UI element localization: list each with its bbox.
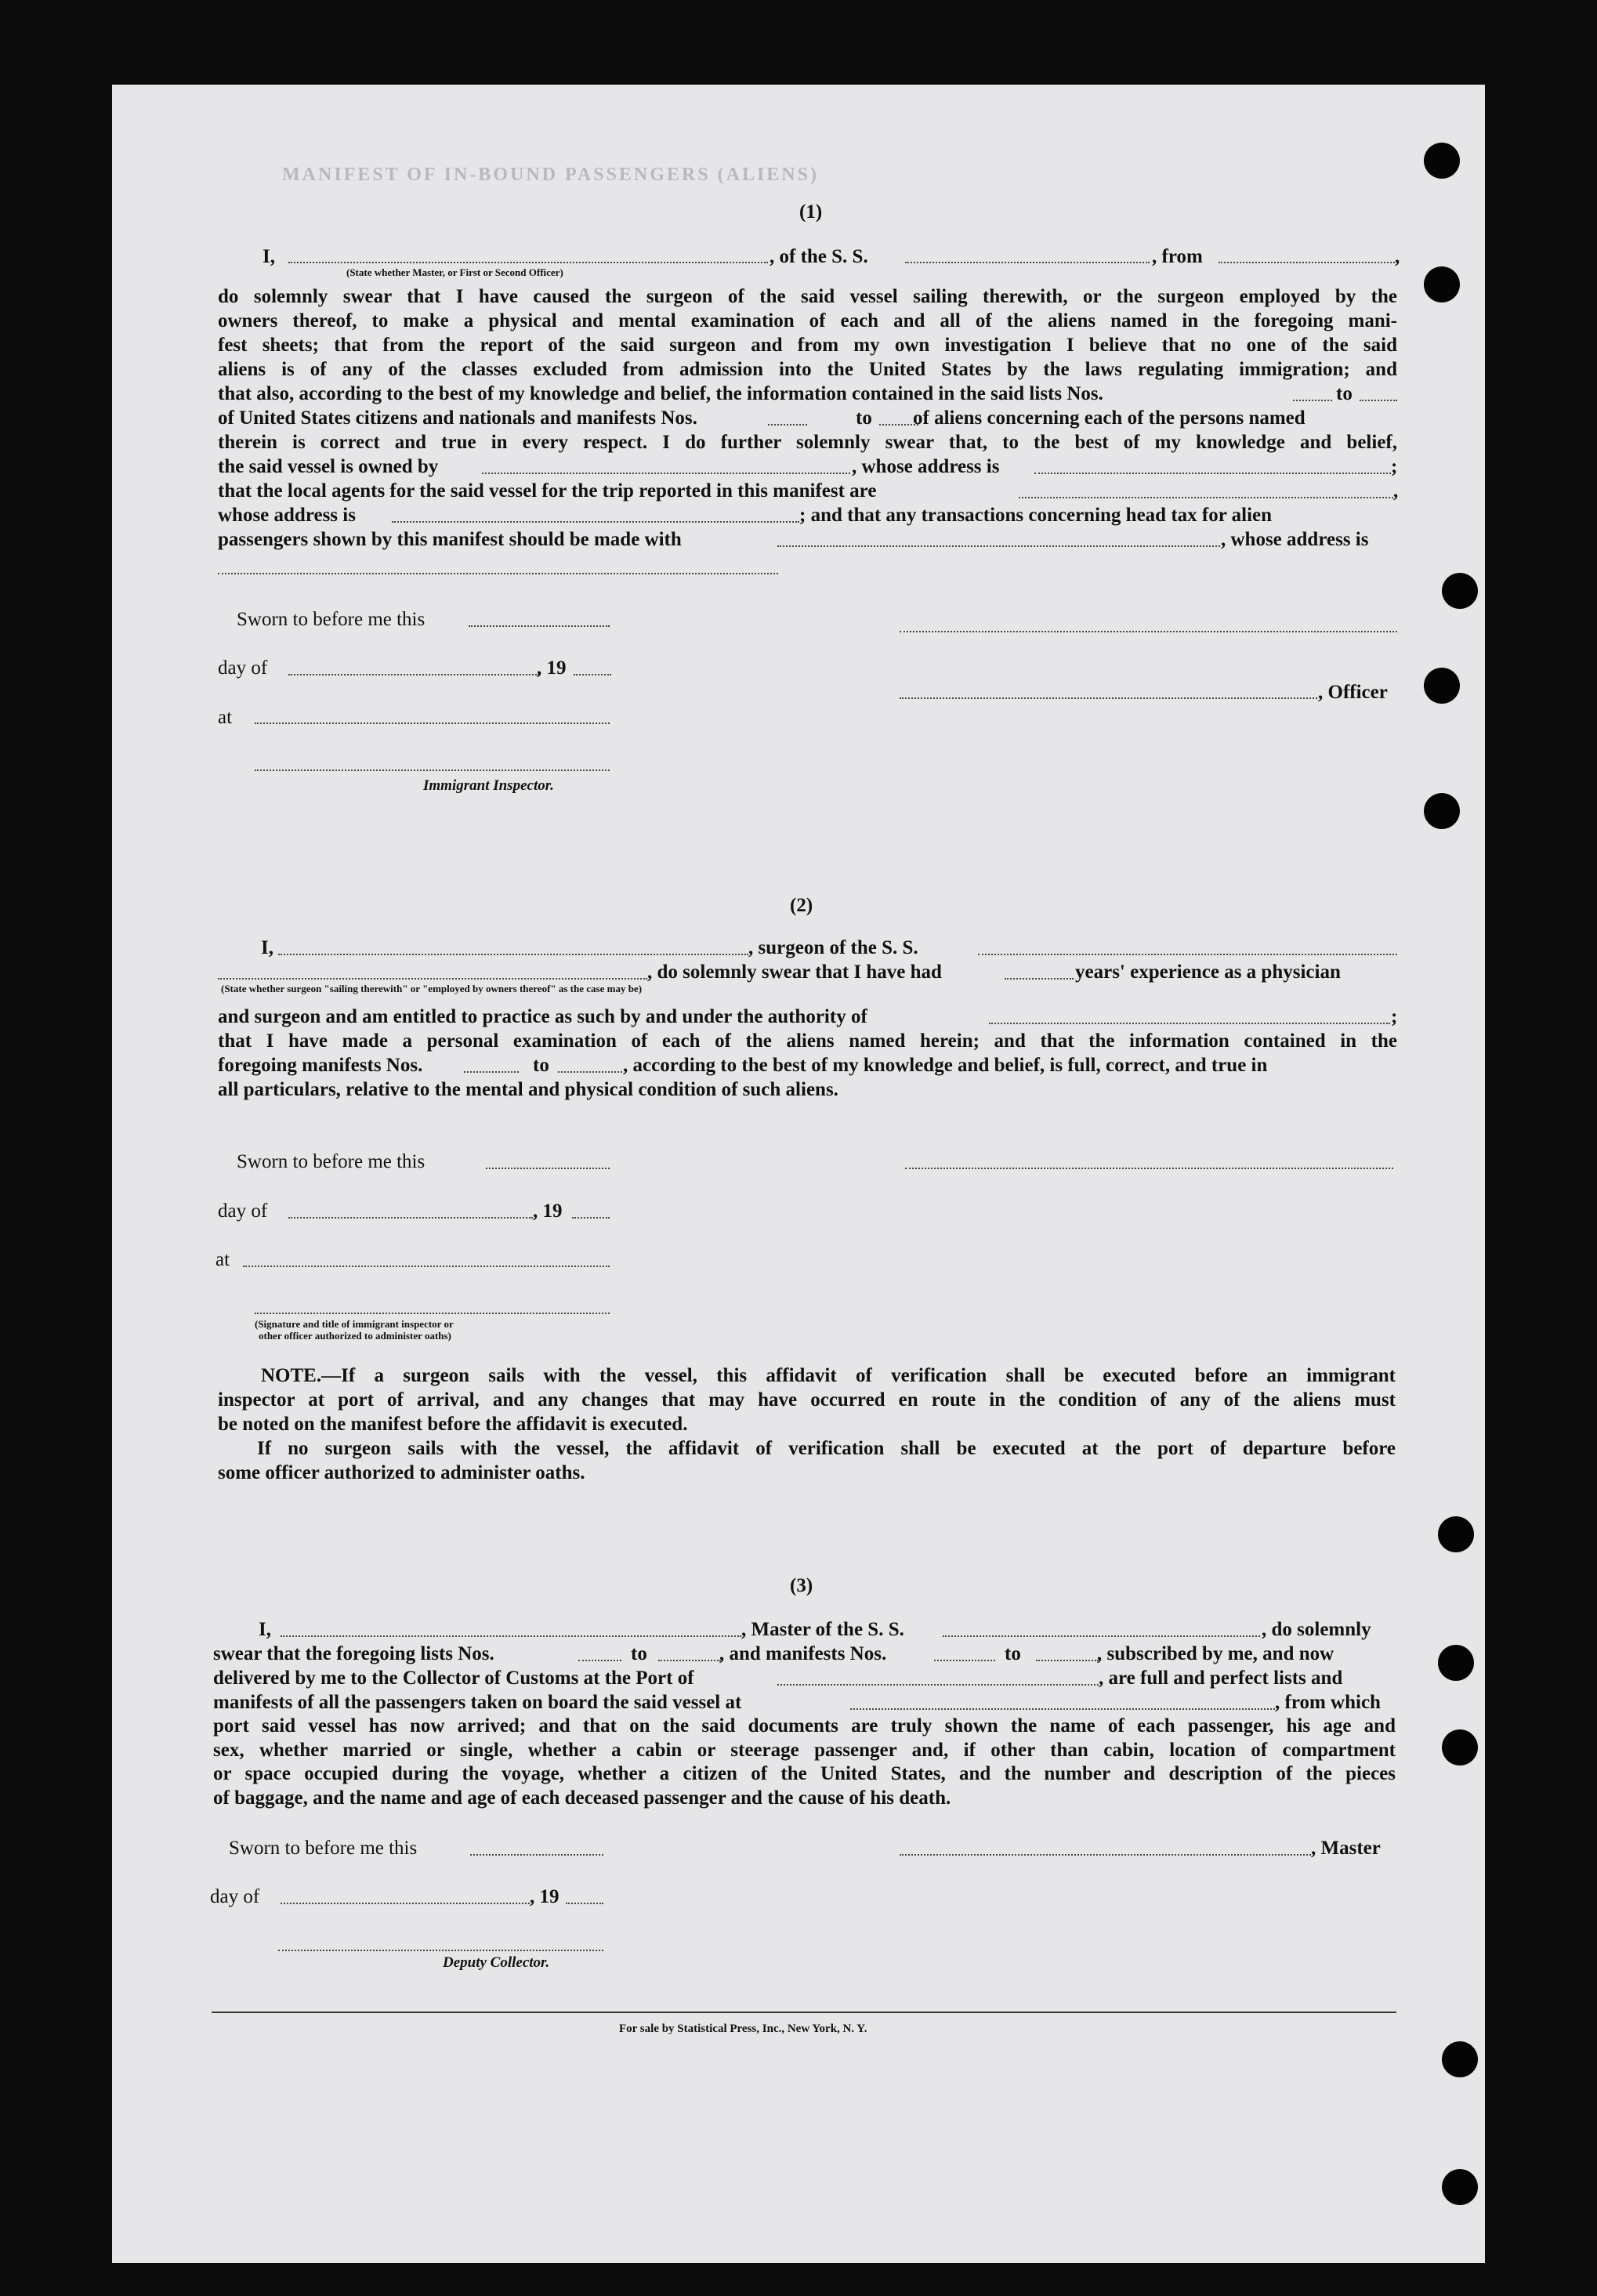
s1-line: owners thereof, to make a physical and mental examination of each and all of the aliens named in the foregoing mani- xyxy=(218,310,1397,331)
s2-semicolon: ; xyxy=(1391,1006,1398,1027)
s3-manifests-to-field[interactable] xyxy=(1036,1660,1099,1661)
punch-hole xyxy=(1442,1729,1478,1765)
s1-year-label: , 19 xyxy=(537,657,567,679)
s3-master-of: , Master of the S. S. xyxy=(741,1619,904,1640)
s3-swear: swear that the foregoing lists Nos. xyxy=(213,1643,494,1664)
lists-nos-field[interactable] xyxy=(1293,400,1332,401)
s2-year-field[interactable] xyxy=(572,1217,610,1219)
s3-do-solemnly: , do solemnly xyxy=(1262,1619,1371,1640)
s2-signature-field[interactable] xyxy=(255,1313,610,1314)
s2-day-field[interactable] xyxy=(288,1217,533,1219)
punch-hole xyxy=(1424,143,1460,179)
s1-to: to xyxy=(1336,383,1353,404)
punch-hole xyxy=(1438,1645,1474,1681)
officer-label: , Officer xyxy=(1318,682,1388,703)
s2-foregoing: foregoing manifests Nos. xyxy=(218,1055,423,1076)
s1-head-tax: ; and that any transactions concerning head tax for alien xyxy=(799,505,1273,526)
s2-vessel-field[interactable] xyxy=(978,954,1397,955)
s1-line: the said vessel is owned by xyxy=(218,456,439,477)
s2-exam-line: that I have made a personal examination of each of the aliens named herein; and that the information contained in the xyxy=(218,1030,1397,1052)
signature-note-1: (Signature and title of immigrant inspector or xyxy=(255,1318,454,1330)
s3-manifests-nos-field[interactable] xyxy=(934,1660,995,1661)
s1-line: passengers shown by this manifest should be made with xyxy=(218,529,682,550)
punch-hole xyxy=(1424,793,1460,829)
years-experience-field[interactable] xyxy=(1005,978,1074,980)
punch-hole xyxy=(1424,668,1460,704)
punch-hole xyxy=(1424,266,1460,302)
section-number-2: (2) xyxy=(790,895,813,916)
s3-line: port said vessel has now arrived; and that on the said documents are truly shown the name of each passenger, his age and xyxy=(213,1715,1396,1736)
owner-field[interactable] xyxy=(482,473,850,474)
section-number-3: (3) xyxy=(790,1575,813,1596)
authority-field[interactable] xyxy=(989,1023,1390,1024)
lists-nos-to-field[interactable] xyxy=(1360,400,1397,401)
s3-sworn-field[interactable] xyxy=(470,1854,603,1856)
surgeon-signature-field[interactable] xyxy=(905,1168,1393,1169)
s3-day-field[interactable] xyxy=(281,1903,530,1904)
s2-authority: and surgeon and am entitled to practice as such by and under the authority of xyxy=(218,1006,867,1027)
s2-sworn-label: Sworn to before me this xyxy=(237,1151,426,1172)
s2-surgeon-of: , surgeon of the S. S. xyxy=(748,937,918,958)
punch-hole xyxy=(1442,573,1478,609)
vessel-name-field[interactable] xyxy=(905,262,1150,263)
s1-paragraph-top xyxy=(218,284,1397,382)
note-line: inspector at port of arrival, and any changes that may have occurred en route in the condition of any of the aliens must xyxy=(218,1389,1396,1411)
s2-year-label: , 19 xyxy=(533,1201,563,1222)
s2-day-of-label: day of xyxy=(218,1201,268,1222)
s1-line: whose address is xyxy=(218,505,356,526)
s3-paragraph xyxy=(213,1715,1396,1810)
taken-on-board-at-field[interactable] xyxy=(850,1708,1275,1710)
faint-header: MANIFEST OF IN-BOUND PASSENGERS (ALIENS) xyxy=(282,165,819,185)
s3-vessel-field[interactable] xyxy=(943,1635,1260,1637)
s3-delivered: delivered by me to the Collector of Customs at the Port of xyxy=(213,1668,694,1689)
s3-line1-i: I, xyxy=(259,1619,271,1640)
surgeon-status-note: (State whether surgeon "sailing therewith" or "employed by owners thereof" as the case may be) xyxy=(221,983,643,994)
from-port-field[interactable] xyxy=(1219,262,1395,263)
punch-hole xyxy=(1442,2169,1478,2205)
s1-day-of-label: day of xyxy=(218,657,268,679)
agents-field[interactable] xyxy=(1019,497,1393,498)
s1-semicolon: ; xyxy=(1391,456,1398,477)
s1-whose-address: , whose address is xyxy=(852,456,1000,477)
inspector-caption: Immigrant Inspector. xyxy=(423,777,554,794)
agents-address-field[interactable] xyxy=(392,521,799,523)
note-paragraph-2 xyxy=(218,1436,1396,1485)
s1-line: aliens is of any of the classes excluded from admission into the United States by the laws regulating immigration; and xyxy=(218,359,1397,380)
s1-to: to xyxy=(856,407,872,429)
s3-year-label: , 19 xyxy=(530,1886,559,1907)
s1-sworn-label: Sworn to before me this xyxy=(237,609,426,630)
s3-line: sex, whether married or single, whether a cabin or steerage passenger and, if other than cabin, location of compartment xyxy=(213,1739,1396,1761)
s3-and-manifests: , and manifests Nos. xyxy=(719,1643,887,1664)
manifests-nos-field[interactable] xyxy=(768,424,807,426)
s2-sworn-field[interactable] xyxy=(486,1168,610,1169)
s1-at-label: at xyxy=(218,707,233,728)
s3-manifests: manifests of all the passengers taken on board the said vessel at xyxy=(213,1692,742,1713)
s1-line: therein is correct and true in every respect. I do further solemnly swear that, to the best of my knowledge and belief, xyxy=(218,432,1397,453)
officer-signature-field[interactable] xyxy=(900,697,1317,699)
punch-hole xyxy=(1442,2041,1478,2077)
s1-line1-comma: , xyxy=(1395,246,1400,267)
s1-day-field[interactable] xyxy=(288,674,539,675)
s1-line: that also, according to the best of my knowledge and belief, the information contained in the said lists Nos. xyxy=(218,383,1103,404)
section-number-1: (1) xyxy=(799,201,823,223)
punch-hole xyxy=(1438,1516,1474,1552)
s1-whose-address-end: , whose address is xyxy=(1221,529,1369,550)
s3-lists-to-field[interactable] xyxy=(658,1660,721,1661)
master-signature-field[interactable] xyxy=(900,1854,1311,1856)
note-line: If no surgeon sails with the vessel, the affidavit of verification shall be executed at the port of departure before xyxy=(257,1438,1396,1459)
surgeon-status-field[interactable] xyxy=(218,978,647,980)
s3-to: to xyxy=(631,1643,647,1664)
s1-sworn-field[interactable] xyxy=(469,625,610,627)
s2-particulars: all particulars, relative to the mental and physical condition of such aliens. xyxy=(218,1079,838,1100)
surgeon-name-field[interactable] xyxy=(278,954,748,955)
signature-note-2: other officer authorized to administer oaths) xyxy=(259,1330,451,1342)
s2-to: to xyxy=(533,1055,549,1076)
s3-year-field[interactable] xyxy=(566,1903,603,1904)
s1-year-field[interactable] xyxy=(574,674,611,675)
owner-address-field[interactable] xyxy=(1034,473,1391,474)
s2-at-field[interactable] xyxy=(243,1266,610,1267)
collector-caption: Deputy Collector. xyxy=(443,1954,550,1971)
s3-sworn-label: Sworn to before me this xyxy=(229,1838,418,1859)
s3-master-name-field[interactable] xyxy=(281,1635,741,1637)
s3-subscribed: , subscribed by me, and now xyxy=(1097,1643,1334,1664)
s2-swear: , do solemnly swear that I have had xyxy=(647,961,942,983)
s3-from-which: , from which xyxy=(1275,1692,1381,1713)
note-line: be noted on the manifest before the affidavit is executed. xyxy=(218,1414,688,1435)
s1-comma: , xyxy=(1393,480,1399,502)
s1-of-aliens: of aliens concerning each of the persons named xyxy=(913,407,1305,429)
head-tax-party-field[interactable] xyxy=(777,545,1220,547)
s1-right-signature-field[interactable] xyxy=(900,631,1397,632)
s3-day-of-label: day of xyxy=(210,1886,260,1907)
s1-line: do solemnly swear that I have caused the surgeon of the said vessel sailing therewith, or the surgeon employed by the xyxy=(218,286,1397,307)
s1-line: that the local agents for the said vessel for the trip reported in this manifest are xyxy=(218,480,877,502)
footer-imprint: For sale by Statistical Press, Inc., New York, N. Y. xyxy=(619,2023,867,2035)
inspector-signature-field[interactable] xyxy=(255,770,610,771)
s1-line: of United States citizens and nationals and manifests Nos. xyxy=(218,407,697,429)
note-paragraph-1 xyxy=(218,1363,1396,1436)
officer-note: (State whether Master, or First or Second Officer) xyxy=(346,266,563,278)
s3-lists-nos-field[interactable] xyxy=(578,1660,621,1661)
s1-line1-i: I, xyxy=(263,246,275,267)
master-name-field[interactable] xyxy=(288,262,768,263)
s1-line1-of: , of the S. S. xyxy=(770,246,868,267)
note-line: some officer authorized to administer oaths. xyxy=(218,1462,585,1483)
head-tax-address-field[interactable] xyxy=(218,573,778,574)
s1-paragraph-mid xyxy=(218,430,1397,454)
s3-line: of baggage, and the name and age of each deceased passenger and the cause of his death. xyxy=(213,1787,951,1809)
s2-years: years' experience as a physician xyxy=(1075,961,1341,983)
master-label: , Master xyxy=(1311,1838,1381,1859)
s2-manifests-nos-field[interactable] xyxy=(464,1071,519,1073)
s1-at-field[interactable] xyxy=(255,722,610,724)
s1-line1-from: , from xyxy=(1152,246,1203,267)
collector-signature-field[interactable] xyxy=(278,1950,603,1951)
s1-line: fest sheets; that from the report of the said surgeon and from my own investigation I believe that no one of the said xyxy=(218,335,1397,356)
s3-full: , are full and perfect lists and xyxy=(1099,1668,1343,1689)
s2-manifests-to-field[interactable] xyxy=(558,1071,622,1073)
s2-according: , according to the best of my knowledge and belief, is full, correct, and true in xyxy=(623,1055,1268,1076)
s2-line1-i: I, xyxy=(261,937,273,958)
s3-to: to xyxy=(1005,1643,1021,1664)
footer-rule xyxy=(212,2012,1396,2013)
note-line: NOTE.—If a surgeon sails with the vessel, this affidavit of verification shall be executed before an immigrant xyxy=(261,1365,1396,1386)
s3-line: or space occupied during the voyage, whether a citizen of the United States, and the number and description of the pieces xyxy=(213,1763,1396,1784)
port-field[interactable] xyxy=(777,1684,1099,1686)
s2-at-label: at xyxy=(215,1249,230,1270)
